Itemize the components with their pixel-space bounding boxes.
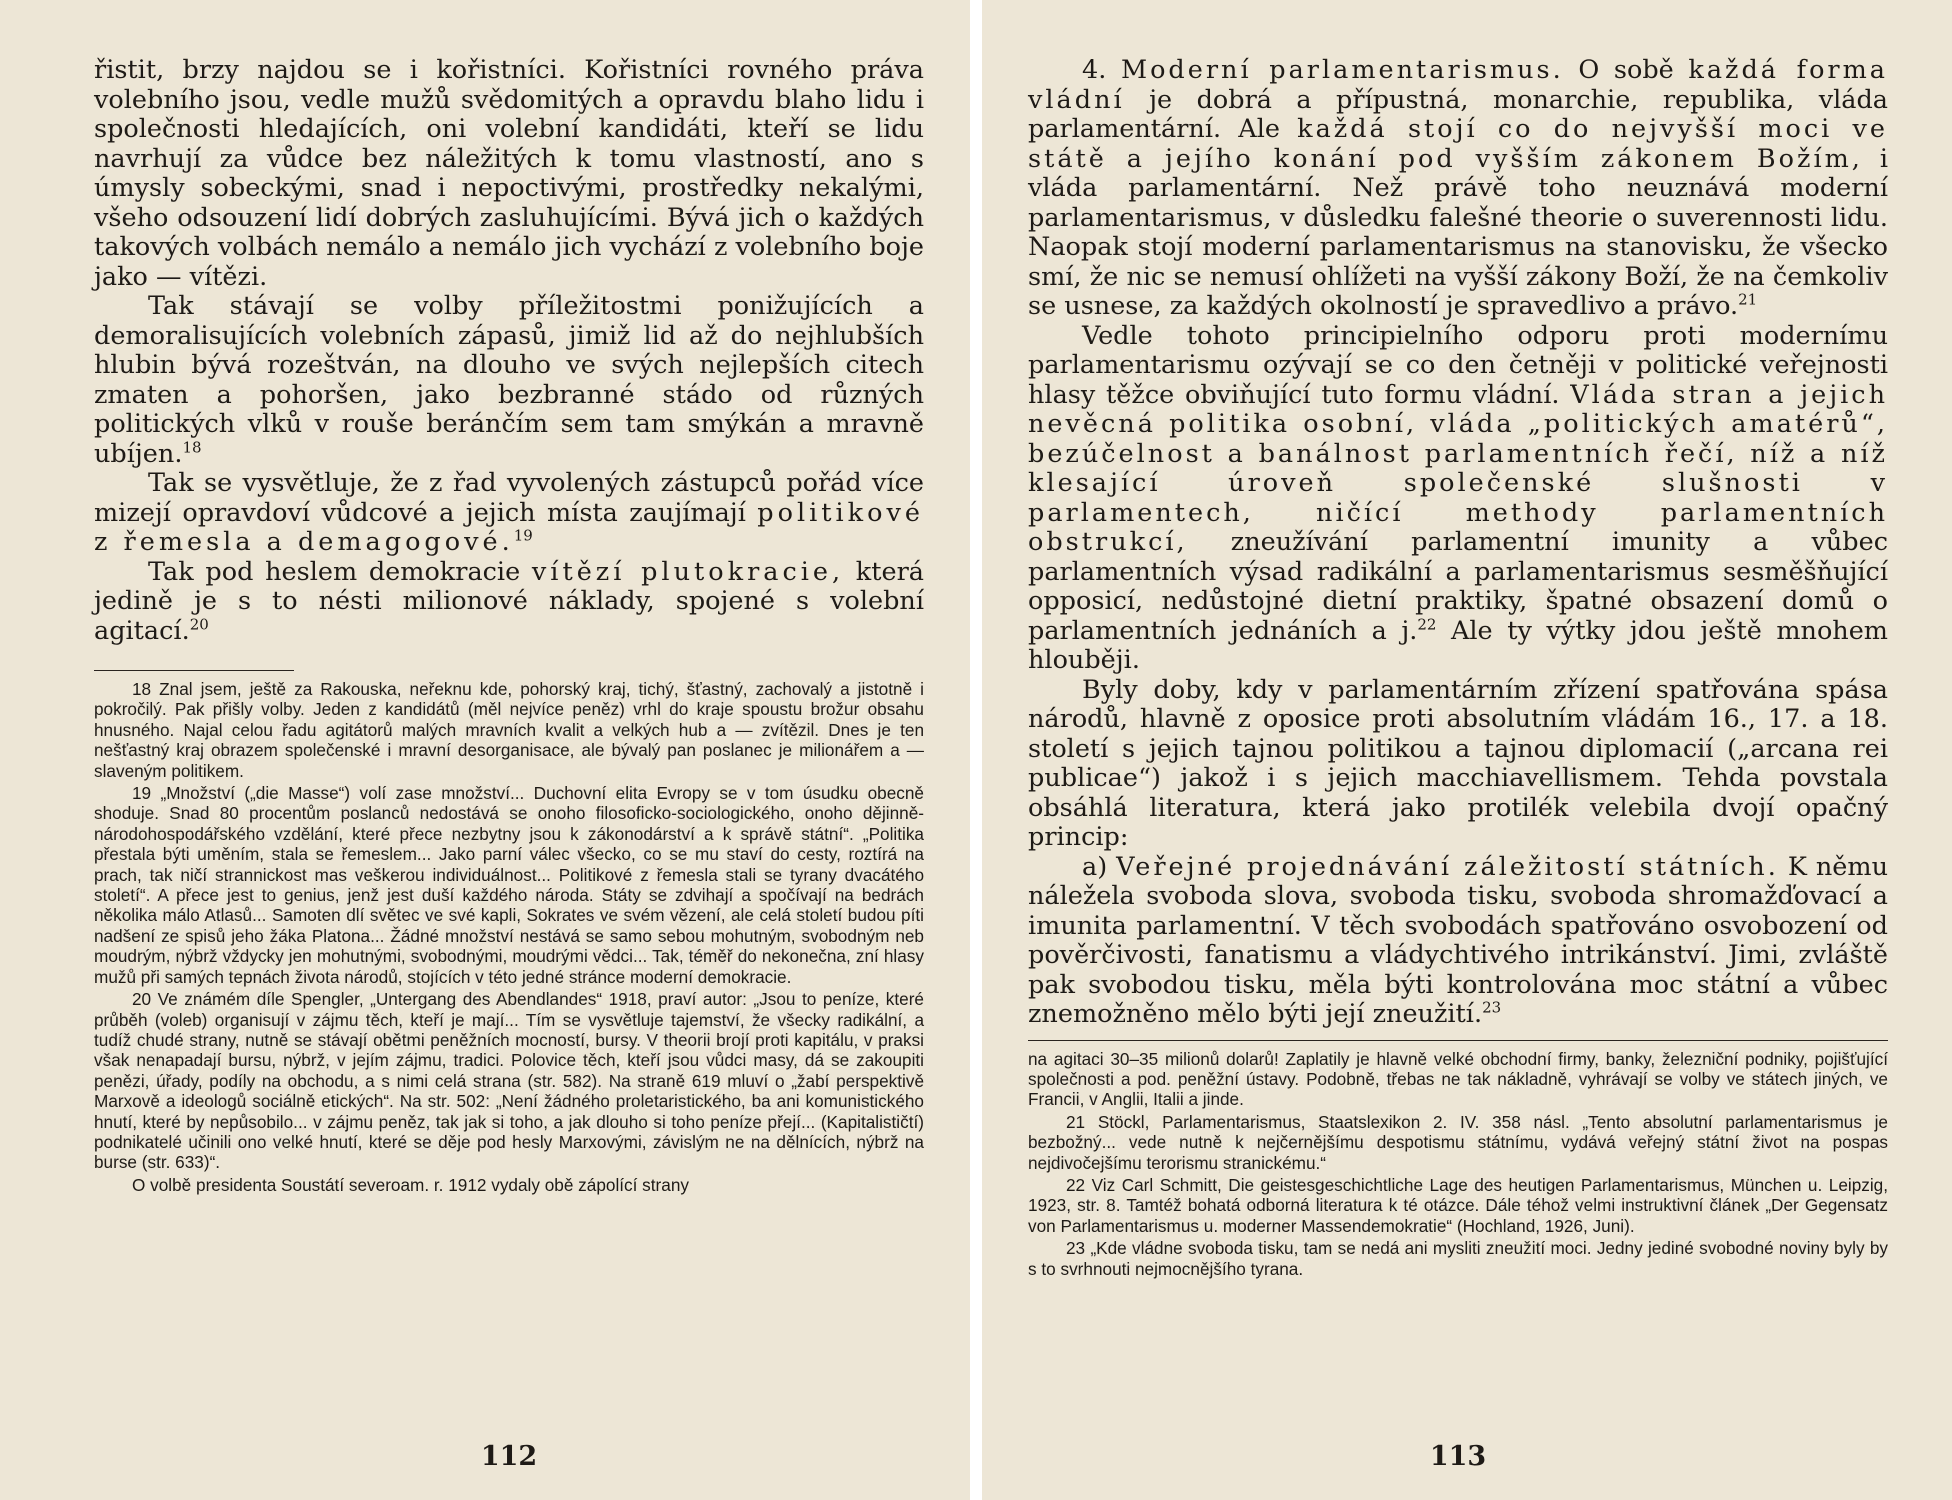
footnote-ref-21: 21: [1738, 290, 1758, 309]
left-page: [0, 0, 970, 1500]
gutter: [970, 0, 982, 1500]
footnote-ref-20: 20: [189, 615, 209, 633]
section-heading: Moderní parlamentarismus.: [1120, 55, 1564, 85]
left-paragraph-4: Tak pod heslem demokracie vítězí plutokracie, která jedině je s to nésti milionové náklady, spojené s volební agitací.$^{20}$: [94, 556, 924, 646]
left-footnotes: [94, 679, 924, 1195]
right-footnotes: [1028, 1049, 1888, 1279]
footnote-21: 21 Stöckl, Parlamentarismus, Staatslexikon 2. IV. 358 násl. „Tento absolutní parlamentarismus je bezbožný... vede nutně k nejčernějšímu despotismu státnímu, vydává veřejný státní život na pospas nejdivočejšímu terorismu stranickému.“: [1028, 1111, 1888, 1173]
footnote-20-continuation: O volbě presidenta Soustátí severoam. r. 1912 vydaly obě zápolící strany: [132, 1174, 689, 1195]
left-main-text: [94, 56, 924, 646]
left-paragraph-2: Tak stávají se volby příležitostmi ponižujících a demoralisujících volebních zápasů, jimiž lid až do nejhlubších hlubin bývá rozeštván, na dlouho ve svých nejlepších citech zmaten a pohoršen, jako bezbranné stádo od různých politických vlků v rouše beránčím sem tam smýkán a mravně ubíjen.$^{18}$: [94, 291, 924, 469]
right-paragraph-2: Vedle tohoto principielního odporu proti modernímu parlamentarismu ozývají se co den četněji v politické veřejnosti hlasy těžce obviňující tuto formu vládní. Vláda stran a jejich nevěcná politika osobní, vláda „politických amatérů“, bezúčelnost a banálnost parlamentních řečí, níž a níž klesající úroveň společenské slušnosti v parlamentech, ničící methody parlamentních obstrukcí, zneužívání parlamentní imunity a vůbec parlamentních výsad radikální a parlamentarismus sesměšňující opposicí, nedůstojné dietní praktiky, špatné obsazení domů o parlamentních jednáních a j.$^{22}$ Ale ty výtky jdou ještě mnohem hlouběji.: [1028, 320, 1888, 675]
page-number: 112: [480, 1441, 538, 1472]
footnote-ref-19: 19: [513, 526, 533, 545]
spaced-emphasis: Vláda stran a jejich nevěcná politika osobní, vláda „politických amatérů“, bezúčelnost a banálnost parlamentních řečí, níž a níž klesající úroveň společenské slušnosti v parlamentech, ničící methody parlamentních obstrukcí,: [1028, 379, 1888, 557]
footnote-22: 22 Viz Carl Schmitt, Die geistesgeschichtliche Lage des heutigen Parlamentarismus, München u. Leipzig, 1923, str. 8. Tamtéž bohatá odborná literatura k té otázce. Dále téhož velmi instruktivní článek „Der Gegensatz von Parlamentarismus u. moderner Massendemokratie“ (Hochland, 1926, Juni).: [1028, 1174, 1889, 1236]
right-paragraph-4: a) Veřejné projednávání záležitostí státních. K němu náležela svoboda slova, svoboda tisku, svoboda shromažďovací a imunita parlamentní. V těch svobodách spatřováno osvobození od pověrčivosti, fanatismu a vládychtivého intrikánství. Jimi, zvláště pak svobodou tisku, měla býti kontrolována moc státní a vůbec znemožněno mělo býti její zneužití.$^{23}$: [1028, 851, 1888, 1029]
page-number: 113: [1429, 1441, 1487, 1472]
footnote-23: 23 „Kde vládne svoboda tisku, tam se nedá ani mysliti zneužití moci. Jedny jediné svobodné noviny byly by s to svrhnouti nejmocnějšího tyrana.: [1028, 1238, 1889, 1279]
footnote-18: 18 Znal jsem, ještě za Rakouska, neřeknu kde, pohorský kraj, tichý, šťastný, zachovalý a jistotně i pokročilý. Pak přišly volby. Jeden z kandidátů (měl nejvíce peněz) vrhl do kraje spoustu brožur obsahu hnusného. Najal celou řadu agitátorů malých mravních kvalit a velkých hub a — zvítězil. Dnes je ten nešťastný kraj obrazem společenské i mravní desorganisace, ale bývalý pan poslanec je milionářem a — slaveným politikem.: [94, 679, 924, 781]
spaced-emphasis: vítězí plutokracie,: [531, 556, 845, 587]
spaced-emphasis: každá forma vládní: [1028, 55, 1888, 115]
spaced-emphasis: každá stojí co do nejvyšší moci ve státě a jejího konání pod vyšším zákonem Božím,: [1028, 114, 1888, 174]
footnote-separator: [94, 670, 294, 671]
footnote-ref-18: 18: [182, 438, 202, 456]
footnote-20-continued: na agitaci 30–35 milionů dolarů! Zaplatily je hlavně velké obchodní firmy, banky, železniční podniky, pojišťující společnosti a pod. peněžní ústavy. Podobně, třebas ne tak nákladně, vyhrávají se volby ve státech jiných, ve Francii, v Anglii, Italii a jinde.: [1028, 1048, 1888, 1110]
footnote-20: 20 Ve známém díle Spengler, „Untergang des Abendlandes“ 1918, praví autor: „Jsou to peníze, které průběh (voleb) organisují v zájmu těch, kteří je mají... Tím se vysvětluje tajemství, že všecky radikální, a tudíž chudé strany, nutně se stávají obětmi peněžních mocností, bursy. V theorii brojí proti kapitálu, v praksi však nenapadají bursu, nýbrž, v jejím zájmu, tradici. Polovice těch, kteří jsou vůdci masy, dá se zakoupiti penězi, úřady, podíly na obchodu, a s nimi celá strana (str. 582). Na straně 619 mluví o „žabí perspektivě Marxově a ideologů sociálně etických“. Na str. 502: „Není žádného proletaristického, ba ani komunistického hnutí, které by nepůsobilo... v zájmu peněz, tak jak si toho, a jak dlouho si toho peníze přejí... (Kapitalističtí) podnikatelé učinili ono velké hnutí, které se děje pod hesly Marxovými, závislým ne na dělnících, nýbrž na burse (str. 633)“.: [94, 989, 924, 1173]
footnote-19: 19 „Množství („die Masse“) volí zase množství... Duchovní elita Evropy se v tom úsudku obecně shoduje. Snad 80 procentům poslanců nedostává se onoho filosoficko-sociologického, onoho dějinně-národohospodářského vzdělání, které přece nezbytny jsou k zákonodárství a k správě státní“. „Politika přestala býti uměním, stala se řemeslem... Jako parní válec všecko, co se mu staví do cesty, roztírá na prach, tak ničí strannickost mas veškerou individuálnost... Politikové z řemesla stali se tyrany dvacátého století“. A přece jest to genius, jenž jest duší každého národa. Státy se zdvihají a spočívají na bedrách několika málo Atlasů... Samoten dlí světec ve své kapli, Sokrates ve svém vězení, ale celá století budou píti nadšení ze spisů jeho žáka Platona... Žádné množství nestává se samo sebou mohutným, svobodným neb moudrým, nýbrž vždycky jen mohutnými, svobodnými, moudrými vědci... Tak, téměř do nekonečna, zní hlasy mužů při samých tepnách života národů, stojících v této jedné stránce moderní demokracie.: [94, 783, 924, 987]
right-page: [982, 0, 1952, 1500]
footnote-separator: [1028, 1040, 1888, 1041]
right-paragraph-3: Byly doby, kdy v parlamentárním zřízení spatřována spása národů, hlavně z oposice proti absolutním vládám 16., 17. a 18. století s jejich tajnou politikou a tajnou diplomacií („arcana rei publicae“) jakož i s jejich macchiavellismem. Tehda povstala obsáhlá literatura, která jako protilék velebila dvojí opačný princip:: [1028, 674, 1888, 852]
right-main-text: [1028, 56, 1888, 1030]
right-paragraph-1: 4. Moderní parlamentarismus. O sobě každá forma vládní je dobrá a přípustná, monarchie, republika, vláda parlamentární. Ale každá stojí co do nejvyšší moci ve státě a jejího konání pod vyšším zákonem Božím, i vláda parlamentární. Než právě toho neuznává moderní parlamentarismus, v důsledku falešné theorie o suverennosti lidu. Naopak stojí moderní parlamentarismus na stanovisku, že všecko smí, že nic se nemusí ohlížeti na vyšší zákony Boží, že na čemkoliv se usnese, za každých okolností je spravedlivo a právo.$^{21}$: [1028, 55, 1888, 321]
left-paragraph-1: řistit, brzy najdou se i kořistníci. Kořistníci rovného práva volebního jsou, vedle mužů svědomitých a opravdu blaho lidu i společnosti hledajících, oni volební kandidáti, kteří se lidu navrhují za vůdce bez náležitých k tomu vlastností, ano s úmysly sobeckými, snad i nepoctivými, prostředky nekalými, všeho odsouzení lidí dobrých zasluhujícími. Bývá jich o každých takových volbách nemálo a nemálo jich vychází z volebního boje jako — vítězi.: [94, 55, 924, 292]
footnote-ref-22: 22: [1417, 615, 1437, 633]
footnote-ref-23: 23: [1482, 998, 1502, 1017]
spaced-emphasis: Veřejné projednávání záležitostí státních.: [1116, 851, 1779, 882]
left-paragraph-3: Tak se vysvětluje, že z řad vyvolených zástupců pořád více mizejí opravdoví vůdcové a jejich místa zaujímají politikové z řemesla a demagogové.$^{19}$: [94, 468, 924, 557]
spaced-emphasis: politikové z řemesla a demagogové.: [94, 497, 924, 557]
